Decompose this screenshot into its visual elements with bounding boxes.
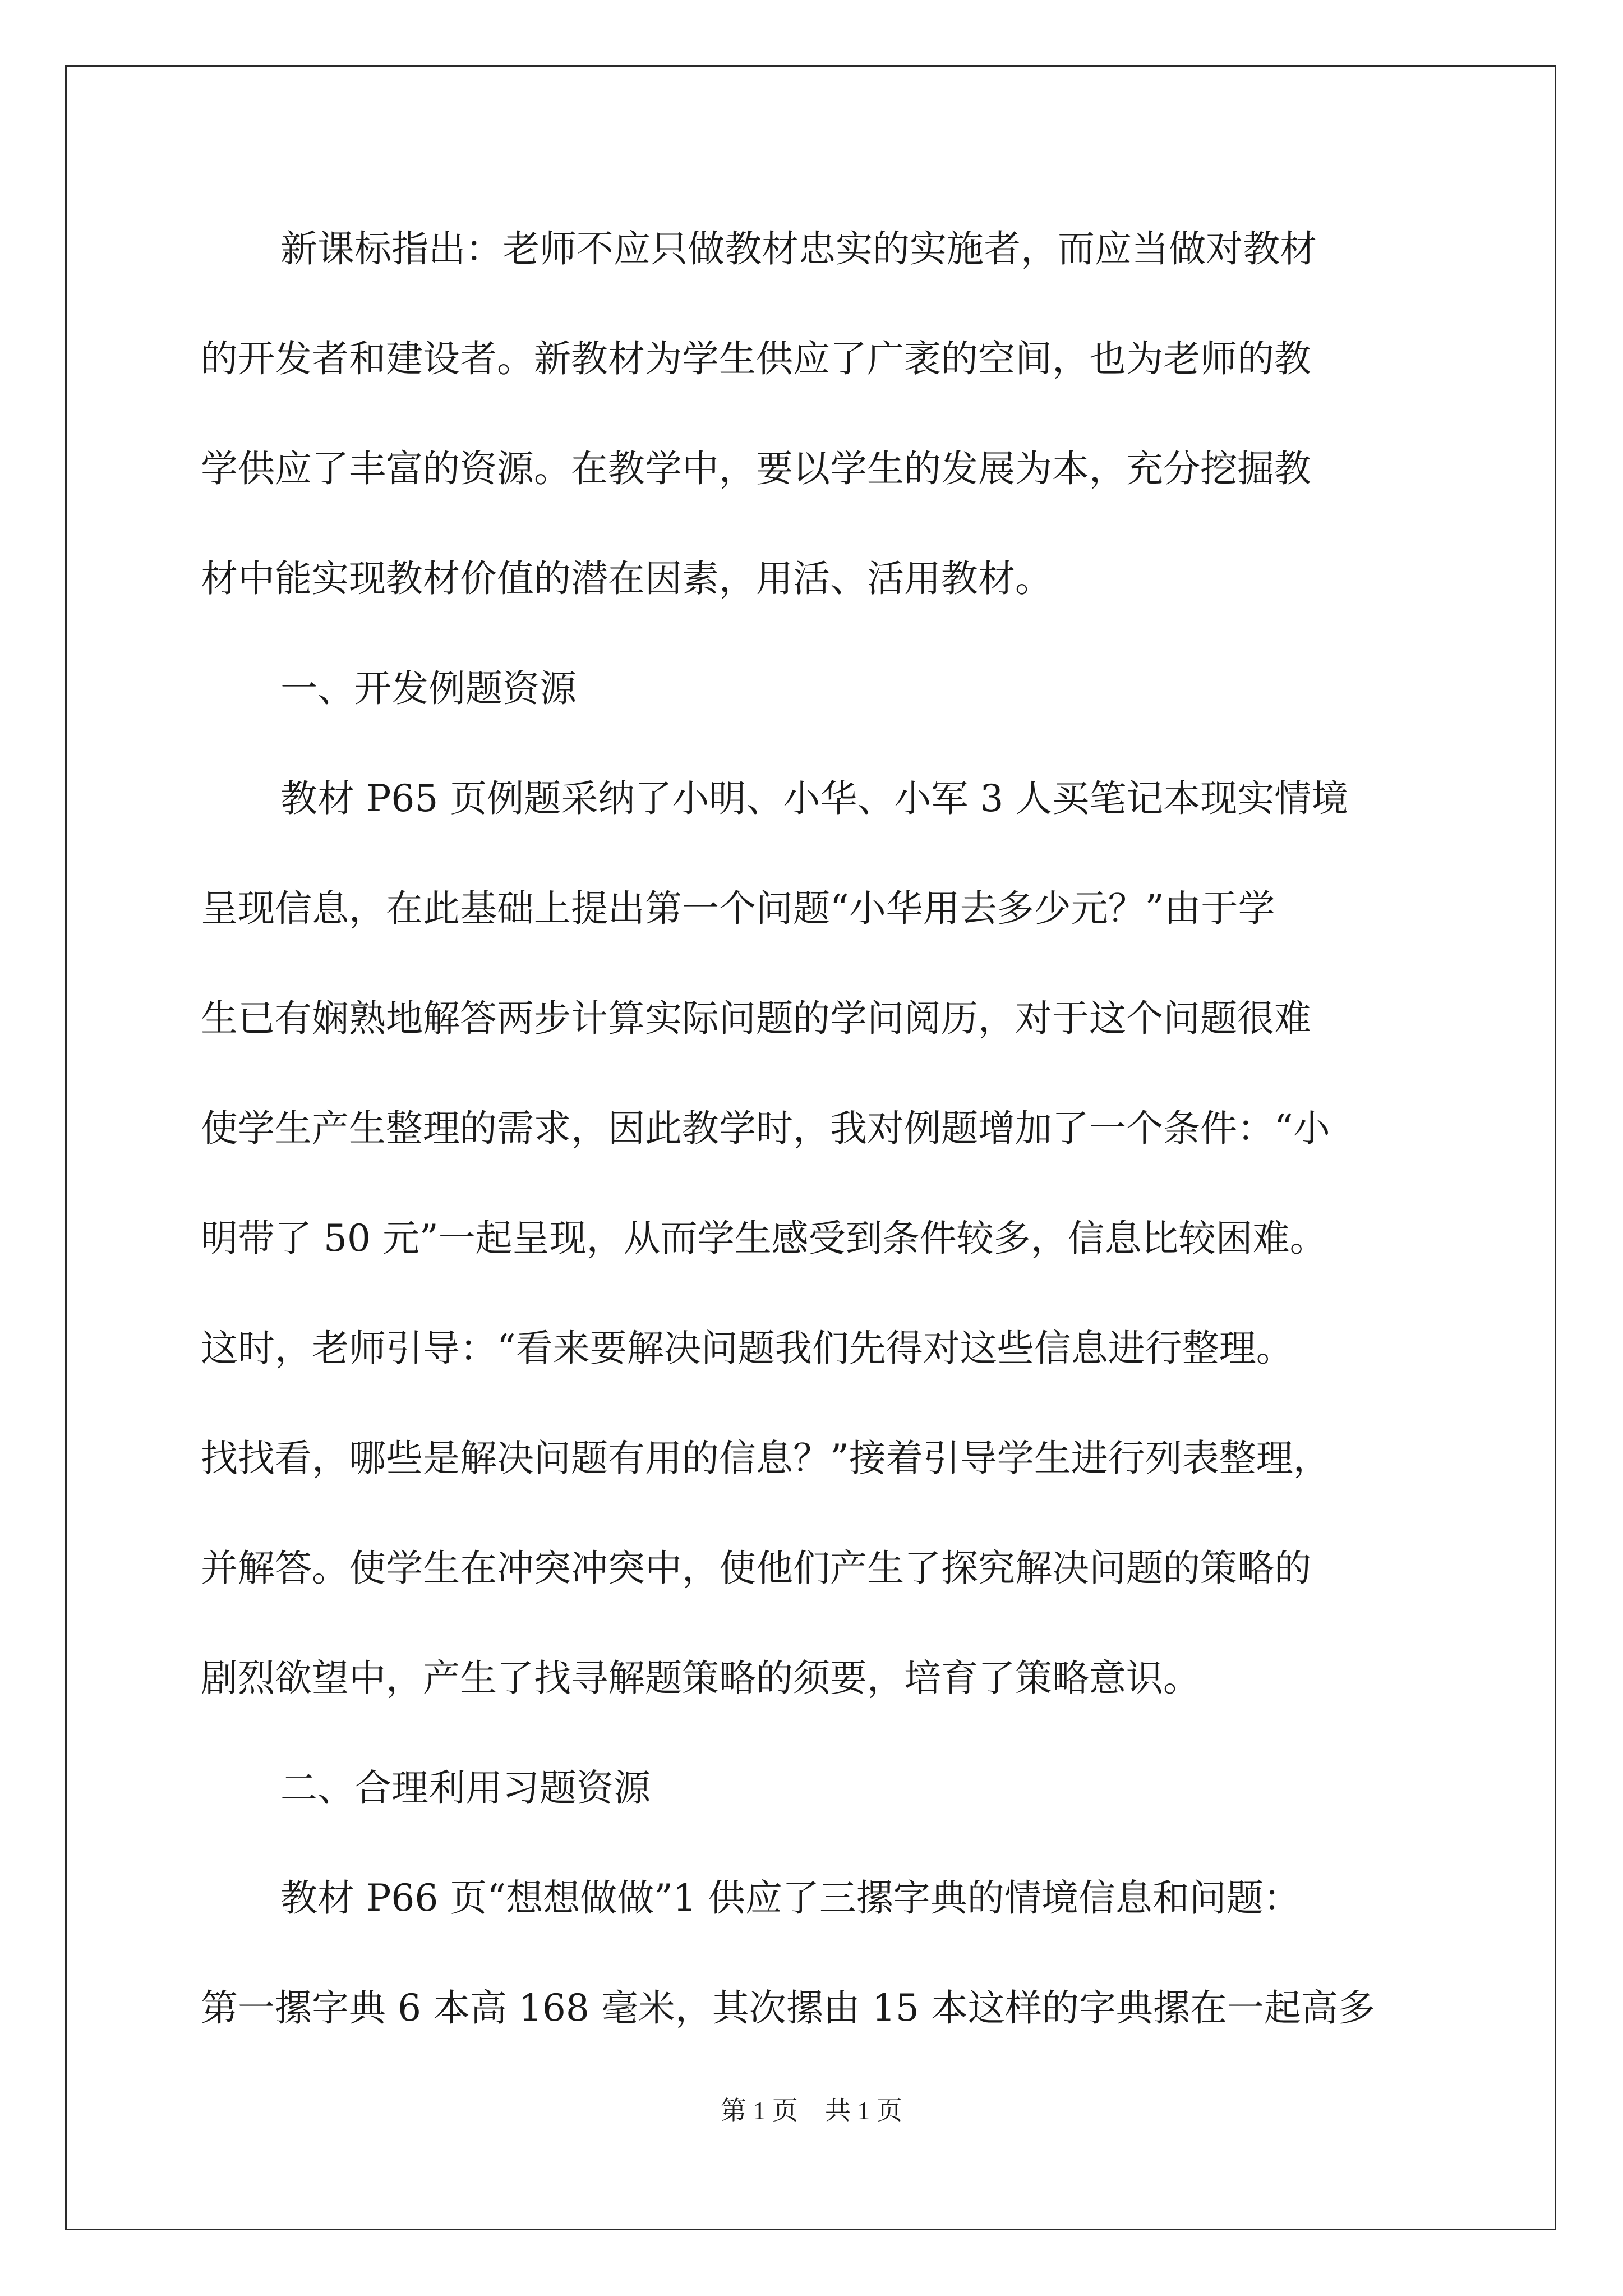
section-heading: 一、开发例题资源 — [280, 667, 577, 710]
body-line: 使学生产生整理的需求，因此教学时，我对例题增加了一个条件：“小 — [201, 1107, 1330, 1150]
body-line: 呈现信息，在此基础上提出第一个问题“小华用去多少元？”由于学 — [201, 887, 1275, 930]
body-line: 明带了 50 元”一起呈现，从而学生感受到条件较多，信息比较困难。 — [201, 1217, 1327, 1260]
page-number: 第 1 页 — [721, 2096, 798, 2125]
body-line: 学供应了丰富的资源。在教学中，要以学生的发展为本，充分挖掘教 — [201, 447, 1311, 490]
body-line: 教材 P66 页“想想做做”1 供应了三摞字典的情境信息和问题： — [280, 1876, 1301, 1920]
body-line: 并解答。使学生在冲突冲突中，使他们产生了探究解决问题的策略的 — [201, 1547, 1311, 1590]
body-line: 教材 P65 页例题采纳了小明、小华、小军 3 人买笔记本现实情境 — [280, 777, 1349, 820]
body-line: 这时，老师引导：“看来要解决问题我们先得对这些信息进行整理。 — [201, 1327, 1293, 1370]
section-heading: 二、合理利用习题资源 — [280, 1766, 651, 1810]
body-line: 找找看，哪些是解决问题有用的信息？”接着引导学生进行列表整理， — [201, 1437, 1330, 1480]
page-footer — [0, 2095, 1623, 2127]
page-total: 共 1 页 — [825, 2096, 902, 2125]
body-line: 生已有娴熟地解答两步计算实际问题的学问阅历，对于这个问题很难 — [201, 997, 1311, 1040]
body-line: 新课标指出：老师不应只做教材忠实的实施者，而应当做对教材 — [280, 227, 1317, 270]
body-line: 材中能实现教材价值的潜在因素，用活、活用教材。 — [201, 557, 1052, 600]
body-line: 剧烈欲望中，产生了找寻解题策略的须要，培育了策略意识。 — [201, 1657, 1200, 1700]
body-line: 第一摞字典 6 本高 168 毫米，其次摞由 15 本这样的字典摞在一起高多 — [201, 1986, 1375, 2030]
body-line: 的开发者和建设者。新教材为学生供应了广袤的空间，也为老师的教 — [201, 337, 1311, 380]
